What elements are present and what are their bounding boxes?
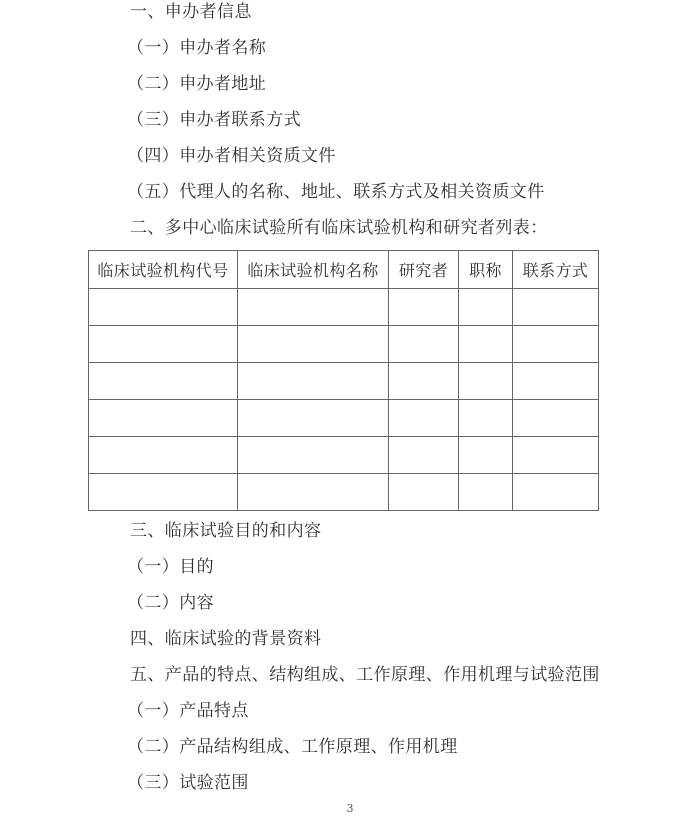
section-heading-sec-3: 三、临床试验目的和内容 (130, 521, 322, 541)
table-cell-name[interactable] (238, 474, 389, 511)
section-heading-sec-4: 四、临床试验的背景资料 (130, 629, 322, 649)
table-cell-inv[interactable] (389, 363, 459, 400)
table-cell-title[interactable] (459, 474, 513, 511)
table-cell-inv[interactable] (389, 289, 459, 326)
table-cell-title[interactable] (459, 289, 513, 326)
table-cell-inv[interactable] (389, 474, 459, 511)
section-subitem-sec-1-1: （一）申办者名称 (127, 38, 267, 58)
section-heading-sec-2: 二、多中心临床试验所有临床试验机构和研究者列表： (130, 218, 548, 238)
table-column-header-inv: 研究者 (389, 251, 459, 289)
table-cell-inv[interactable] (389, 400, 459, 437)
table-column-header-title: 职称 (459, 251, 513, 289)
table-header-row (89, 251, 599, 289)
section-heading-sec-5: 五、产品的特点、结构组成、工作原理、作用机理与试验范围 (130, 665, 600, 685)
table-cell-name[interactable] (238, 400, 389, 437)
section-subitem-sec-3-1: （一）目的 (127, 557, 214, 577)
table-cell-inv[interactable] (389, 437, 459, 474)
table-column-header-name: 临床试验机构名称 (238, 251, 389, 289)
table-cell-name[interactable] (238, 363, 389, 400)
table-cell-contact[interactable] (513, 437, 599, 474)
table-header (89, 251, 599, 289)
table-column-header-code: 临床试验机构代号 (89, 251, 238, 289)
table-row (89, 363, 599, 400)
section-subitem-sec-3-2: （二）内容 (127, 593, 214, 613)
table-cell-contact[interactable] (513, 363, 599, 400)
section-subitem-sec-5-3: （三）试验范围 (127, 773, 249, 793)
table-row (89, 474, 599, 511)
table-cell-code[interactable] (89, 400, 238, 437)
table-body (89, 289, 599, 511)
table-cell-contact[interactable] (513, 400, 599, 437)
table-row (89, 326, 599, 363)
clinical-institution-table (88, 250, 599, 511)
section-subitem-sec-1-5: （五）代理人的名称、地址、联系方式及相关资质文件 (127, 182, 545, 202)
table-cell-name[interactable] (238, 437, 389, 474)
table-cell-title[interactable] (459, 326, 513, 363)
section-subitem-sec-1-4: （四）申办者相关资质文件 (127, 146, 336, 166)
page-number: 3 (346, 802, 354, 815)
table-cell-name[interactable] (238, 326, 389, 363)
table-row (89, 400, 599, 437)
table-cell-code[interactable] (89, 474, 238, 511)
table-cell-code[interactable] (89, 363, 238, 400)
table-cell-contact[interactable] (513, 326, 599, 363)
table-row (89, 437, 599, 474)
section-heading-sec-1: 一、申办者信息 (130, 2, 252, 22)
table-cell-code[interactable] (89, 437, 238, 474)
table-cell-title[interactable] (459, 437, 513, 474)
table-cell-title[interactable] (459, 400, 513, 437)
table-column-header-contact: 联系方式 (513, 251, 599, 289)
table-cell-title[interactable] (459, 363, 513, 400)
table-cell-contact[interactable] (513, 474, 599, 511)
section-subitem-sec-5-2: （二）产品结构组成、工作原理、作用机理 (127, 737, 458, 757)
table-cell-inv[interactable] (389, 326, 459, 363)
table-cell-name[interactable] (238, 289, 389, 326)
section-subitem-sec-1-2: （二）申办者地址 (127, 74, 267, 94)
table-cell-contact[interactable] (513, 289, 599, 326)
table-cell-code[interactable] (89, 326, 238, 363)
table-row (89, 289, 599, 326)
section-subitem-sec-1-3: （三）申办者联系方式 (127, 110, 301, 130)
table-cell-code[interactable] (89, 289, 238, 326)
section-subitem-sec-5-1: （一）产品特点 (127, 701, 249, 721)
